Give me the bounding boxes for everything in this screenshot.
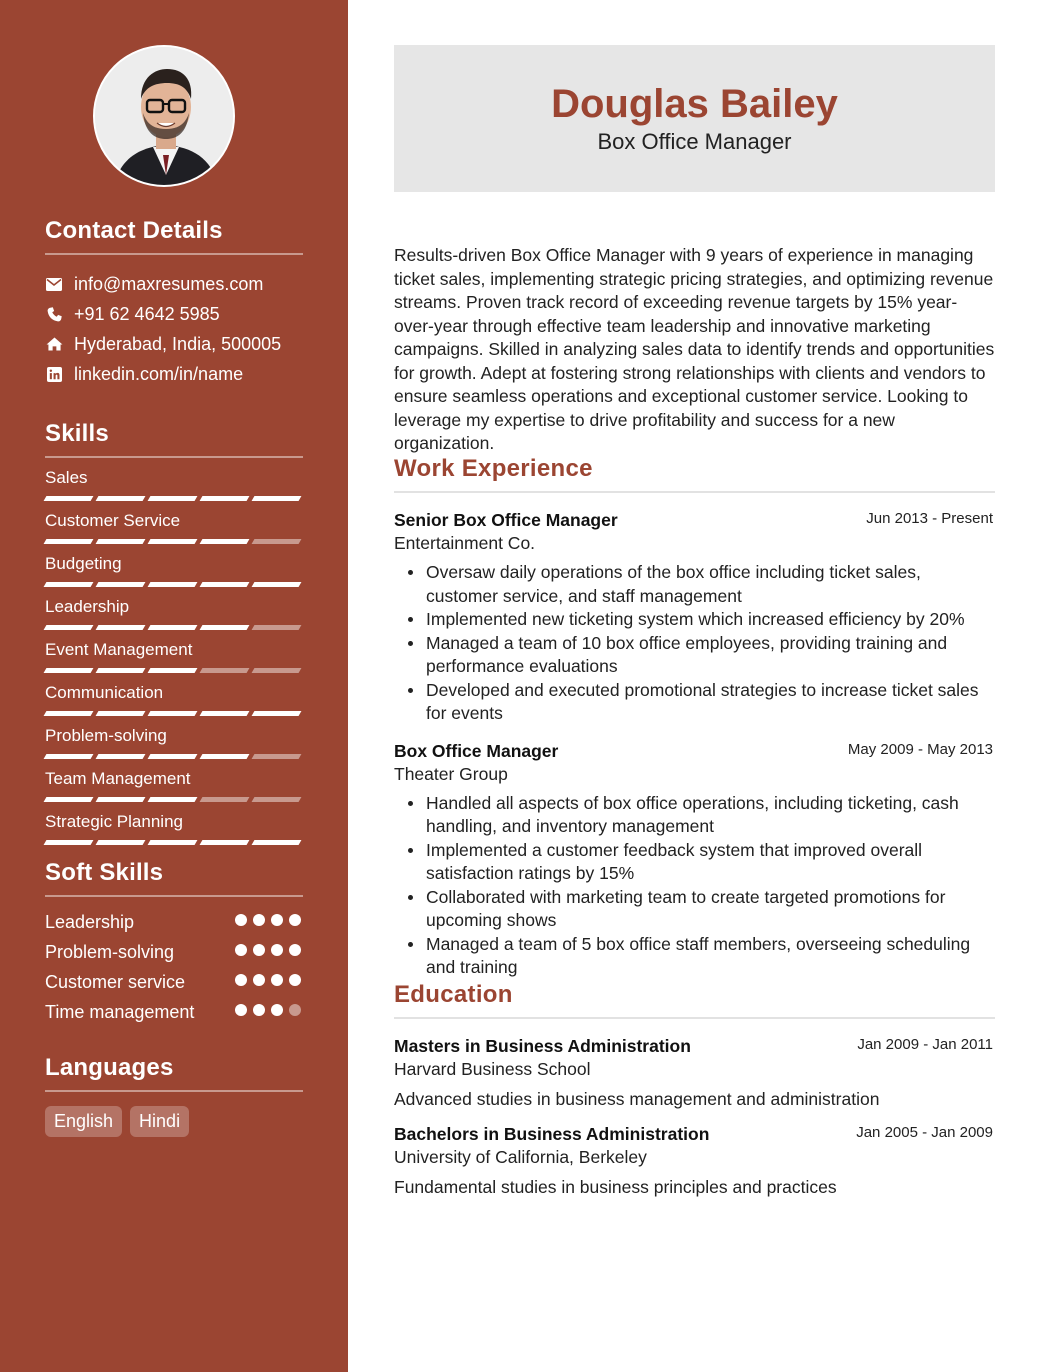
rating-dot	[289, 974, 301, 986]
rating-dot	[271, 914, 283, 926]
skill-level-segment	[200, 840, 250, 845]
education-description: Advanced studies in business management and administration	[394, 1089, 880, 1109]
soft-skill-item	[45, 905, 303, 935]
skill-name: Strategic Planning	[45, 812, 183, 831]
skills-section	[45, 420, 303, 845]
contact-address	[45, 329, 303, 359]
soft-skill-name: Customer service	[45, 972, 186, 992]
soft-skill-rating	[235, 995, 303, 1016]
skill-level-segment	[44, 840, 94, 845]
skill-item	[45, 630, 303, 673]
job-bullet: Developed and executed promotional strategies to increase ticket sales for events	[394, 679, 995, 726]
job-bullet: Oversaw daily operations of the box office including ticket sales, customer service, and staff management	[394, 561, 995, 608]
rating-dot	[289, 1004, 301, 1016]
job-company: Entertainment Co.	[394, 533, 536, 553]
skills-list	[45, 458, 303, 845]
rating-dot	[235, 944, 247, 956]
contact-phone[interactable]	[45, 299, 303, 329]
languages-list	[45, 1106, 303, 1137]
soft-skills-list	[45, 905, 303, 1043]
rating-dot	[235, 1004, 247, 1016]
envelope-icon	[45, 275, 63, 293]
soft-skill-item	[45, 995, 303, 1043]
rating-dot	[289, 944, 301, 956]
job-title: Senior Box Office Manager	[394, 510, 618, 530]
soft-skill-item	[45, 935, 303, 965]
soft-skill-rating	[235, 935, 303, 956]
candidate-name: Douglas Bailey	[551, 82, 838, 126]
skill-name: Budgeting	[45, 554, 122, 573]
job-bullets	[394, 561, 995, 726]
skill-name: Customer Service	[45, 511, 181, 530]
job-entry	[394, 740, 995, 980]
resume-header	[394, 45, 995, 192]
contact-email[interactable]	[45, 269, 303, 299]
job-entry	[394, 509, 995, 726]
contact-linkedin[interactable]	[45, 359, 303, 389]
skill-name: Problem-solving	[45, 726, 167, 745]
soft-skill-rating	[235, 965, 303, 986]
soft-skills-heading: Soft Skills	[45, 859, 303, 897]
degree-title: Bachelors in Business Administration	[394, 1124, 710, 1144]
job-bullet: Managed a team of 10 box office employees, providing training and performance evaluations	[394, 632, 995, 679]
skill-level-segment	[252, 840, 302, 845]
soft-skill-name: Problem-solving	[45, 942, 175, 962]
profile-photo	[93, 45, 235, 187]
languages-section	[45, 1054, 303, 1137]
job-company: Theater Group	[394, 763, 508, 784]
candidate-title: Box Office Manager	[597, 129, 792, 154]
rating-dot	[271, 1004, 283, 1016]
rating-dot	[289, 914, 301, 926]
job-title: Box Office Manager	[394, 740, 559, 761]
education-description: Fundamental studies in business principles and practices	[394, 1177, 837, 1197]
work-experience-section	[394, 455, 995, 980]
skill-name: Leadership	[45, 597, 130, 616]
skills-heading: Skills	[45, 420, 303, 458]
rating-dot	[235, 974, 247, 986]
contact-linkedin-text: linkedin.com/in/name	[74, 363, 244, 384]
skill-item	[45, 501, 303, 544]
skill-name: Communication	[45, 683, 164, 702]
skill-name: Team Management	[45, 769, 191, 788]
soft-skills-section	[45, 859, 303, 1043]
contact-email-text: info@maxresumes.com	[74, 273, 264, 294]
skill-name: Event Management	[45, 640, 193, 659]
linkedin-icon	[45, 365, 63, 383]
skill-item	[45, 759, 303, 802]
soft-skill-name: Time management	[45, 1002, 195, 1022]
degree-title: Masters in Business Administration	[394, 1036, 691, 1056]
job-bullet: Collaborated with marketing team to create targeted promotions for upcoming shows	[394, 886, 995, 933]
skill-item	[45, 673, 303, 716]
skill-name: Sales	[45, 468, 88, 487]
contact-list	[45, 269, 303, 389]
professional-summary: Results-driven Box Office Manager with 9 years of experience in managing ticket sales, implementing strategic pricing strategies, and optimizing revenue streams. Proven track record of exceeding revenue targets by 15% year-over-year through effective team leadership and innovative marketing campaigns. Skilled in analyzing sales data to identify trends and opportunities for growth. Adept at fostering strong relationships with clients and vendors to ensure seamless operations and exceptional customer service. Looking to leverage my expertise to drive profitability and success for a new organization.	[394, 245, 995, 453]
job-bullet: Implemented a customer feedback system that improved overall satisfaction ratings by 15%	[394, 839, 995, 886]
job-dates: Jun 2013 - Present	[866, 510, 993, 527]
language-pill: Hindi	[130, 1106, 189, 1137]
education-section	[394, 981, 995, 1199]
skill-item	[45, 802, 303, 845]
job-bullet: Handled all aspects of box office operations, including ticketing, cash handling, and inventory management	[394, 792, 995, 839]
rating-dot	[271, 974, 283, 986]
skill-level-segment	[148, 840, 198, 845]
skill-level-segment	[96, 840, 146, 845]
skill-item	[45, 587, 303, 630]
rating-dot	[253, 974, 265, 986]
soft-skill-rating	[235, 905, 303, 926]
contact-section	[45, 217, 303, 389]
rating-dot	[253, 944, 265, 956]
soft-skill-item	[45, 965, 303, 995]
avatar-illustration	[95, 47, 235, 187]
contact-phone-text: +91 62 4642 5985	[74, 303, 220, 324]
job-bullet: Managed a team of 5 box office staff members, overseeing scheduling and training	[394, 933, 995, 980]
language-pill: English	[45, 1106, 122, 1137]
education-dates: Jan 2009 - Jan 2011	[857, 1036, 993, 1053]
skill-item	[45, 544, 303, 587]
job-bullets	[394, 792, 995, 980]
job-dates: May 2009 - May 2013	[847, 740, 993, 758]
education-dates: Jan 2005 - Jan 2009	[856, 1124, 993, 1141]
skill-item	[45, 458, 303, 501]
contact-heading: Contact Details	[45, 217, 303, 255]
education-entry	[394, 1035, 995, 1111]
rating-dot	[235, 914, 247, 926]
job-bullet: Implemented new ticketing system which increased efficiency by 20%	[394, 608, 995, 632]
education-heading: Education	[394, 981, 995, 1019]
education-entry	[394, 1123, 995, 1199]
soft-skill-name: Leadership	[45, 912, 135, 932]
languages-heading: Languages	[45, 1054, 303, 1092]
school-name: University of California, Berkeley	[394, 1147, 647, 1167]
skill-level-bar	[45, 840, 303, 845]
skill-item	[45, 716, 303, 759]
rating-dot	[253, 914, 265, 926]
contact-address-text: Hyderabad, India, 500005	[74, 333, 282, 354]
rating-dot	[253, 1004, 265, 1016]
school-name: Harvard Business School	[394, 1059, 591, 1079]
sidebar	[0, 0, 348, 1372]
rating-dot	[271, 944, 283, 956]
phone-icon	[45, 305, 63, 323]
home-icon	[45, 335, 63, 353]
work-experience-heading: Work Experience	[394, 455, 995, 493]
